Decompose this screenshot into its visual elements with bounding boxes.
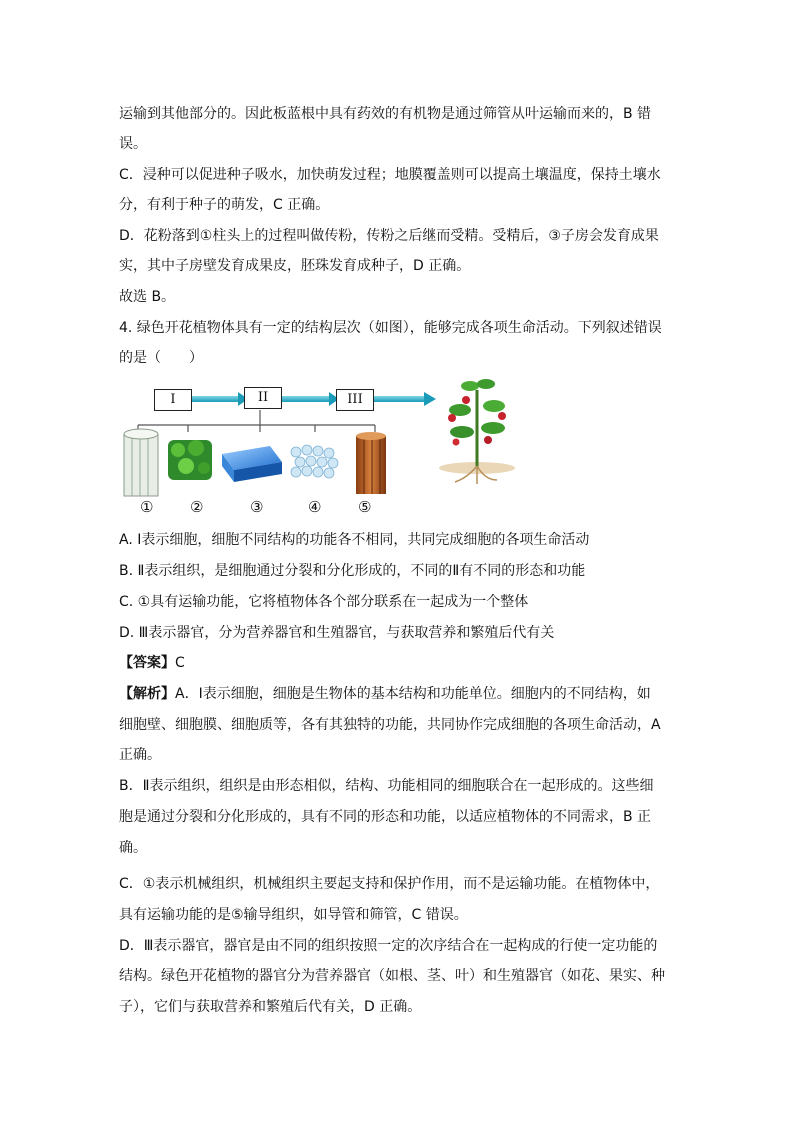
analysis-first: A．Ⅰ表示细胞，细胞是生物体的基本结构和功能单位。细胞内的不同结构，如 <box>175 686 651 702</box>
text-line-5: D．花粉落到①柱头上的过程叫做传粉，传粉之后继而受精。受精后，③子房会发育成果 <box>119 228 659 244</box>
option-c: C. ①具有运输功能，它将植物体各个部分联系在一起成为一个整体 <box>119 594 529 610</box>
answer-label: 【答案】 <box>119 655 175 671</box>
analysis-line-2: 细胞壁、细胞膜、细胞质等，各有其独特的功能，共同协作完成细胞的各项生命活动，A <box>119 717 661 733</box>
tissue-4-image <box>291 445 338 478</box>
structure-diagram <box>110 370 530 520</box>
analysis-line-5: 胞是通过分裂和分化形成的，具有不同的形态和功能，以适应植物体的不同需求，B 正 <box>119 809 652 825</box>
text-line-2: 误。 <box>119 136 147 152</box>
analysis-label: 【解析】 <box>119 686 175 702</box>
box-level-2: II <box>244 387 282 409</box>
bracket-lines <box>138 410 375 432</box>
label-tissue-3: ③ <box>250 498 264 516</box>
tissue-5-image <box>356 432 386 494</box>
arrow-3-icon <box>374 392 436 406</box>
question-4-stem-cont: 的是（ ） <box>119 350 203 366</box>
text-line-7: 故选 B。 <box>119 289 176 305</box>
label-tissue-4: ④ <box>308 498 322 516</box>
tissue-3-image <box>222 446 282 482</box>
analysis-line-9: D．Ⅲ表示器官，器官是由不同的组织按照一定的次序结合在一起构成的行使一定功能的 <box>119 938 658 954</box>
box-level-3: III <box>336 389 374 411</box>
text-line-6: 实，其中子房壁发育成果皮，胚珠发育成种子，D 正确。 <box>119 258 471 274</box>
analysis-line-1 <box>119 685 651 703</box>
analysis-line-4: B．Ⅱ表示组织，组织是由形态相似，结构、功能相同的细胞联合在一起形成的。这些细 <box>119 778 654 794</box>
answer-line <box>119 654 185 672</box>
text-line-4: 分，有利于种子的萌发，C 正确。 <box>119 197 330 213</box>
analysis-line-11: 子），它们与获取营养和繁殖后代有关，D 正确。 <box>119 999 422 1015</box>
option-a: A. Ⅰ表示细胞，细胞不同结构的功能各不相同，共同完成细胞的各项生命活动 <box>119 532 590 548</box>
label-tissue-5: ⑤ <box>358 498 372 516</box>
plant-image <box>439 379 515 484</box>
answer-value: C <box>175 655 185 671</box>
analysis-line-3: 正确。 <box>119 747 161 763</box>
label-tissue-1: ① <box>140 498 154 516</box>
label-tissue-2: ② <box>190 498 204 516</box>
option-d: D. Ⅲ表示器官，分为营养器官和生殖器官，与获取营养和繁殖后代有关 <box>119 625 555 641</box>
question-4-stem: 4. 绿色开花植物体具有一定的结构层次（如图），能够完成各项生命活动。下列叙述错误 <box>119 320 662 336</box>
tissue-2-image <box>168 440 212 480</box>
tissue-1-image <box>124 429 158 496</box>
text-line-1: 运输到其他部分的。因此板蓝根中具有药效的有机物是通过筛管从叶运输而来的，B 错 <box>119 106 652 122</box>
box-level-1: I <box>154 389 192 411</box>
option-b: B. Ⅱ表示组织，是细胞通过分裂和分化形成的，不同的Ⅱ有不同的形态和功能 <box>119 563 586 579</box>
arrow-1-icon <box>190 392 248 406</box>
analysis-line-7: C．①表示机械组织，机械组织主要起支持和保护作用，而不是运输功能。在植物体中， <box>119 876 660 892</box>
analysis-line-6: 确。 <box>119 840 147 856</box>
text-line-3: C．浸种可以促进种子吸水，加快萌发过程；地膜覆盖则可以提高土壤温度，保持土壤水 <box>119 167 661 183</box>
analysis-line-10: 结构。绿色开花植物的器官分为营养器官（如根、茎、叶）和生殖器官（如花、果实、种 <box>119 968 665 984</box>
arrow-2-icon <box>281 392 339 406</box>
analysis-line-8: 具有运输功能的是⑤输导组织，如导管和筛管，C 错误。 <box>119 907 468 923</box>
